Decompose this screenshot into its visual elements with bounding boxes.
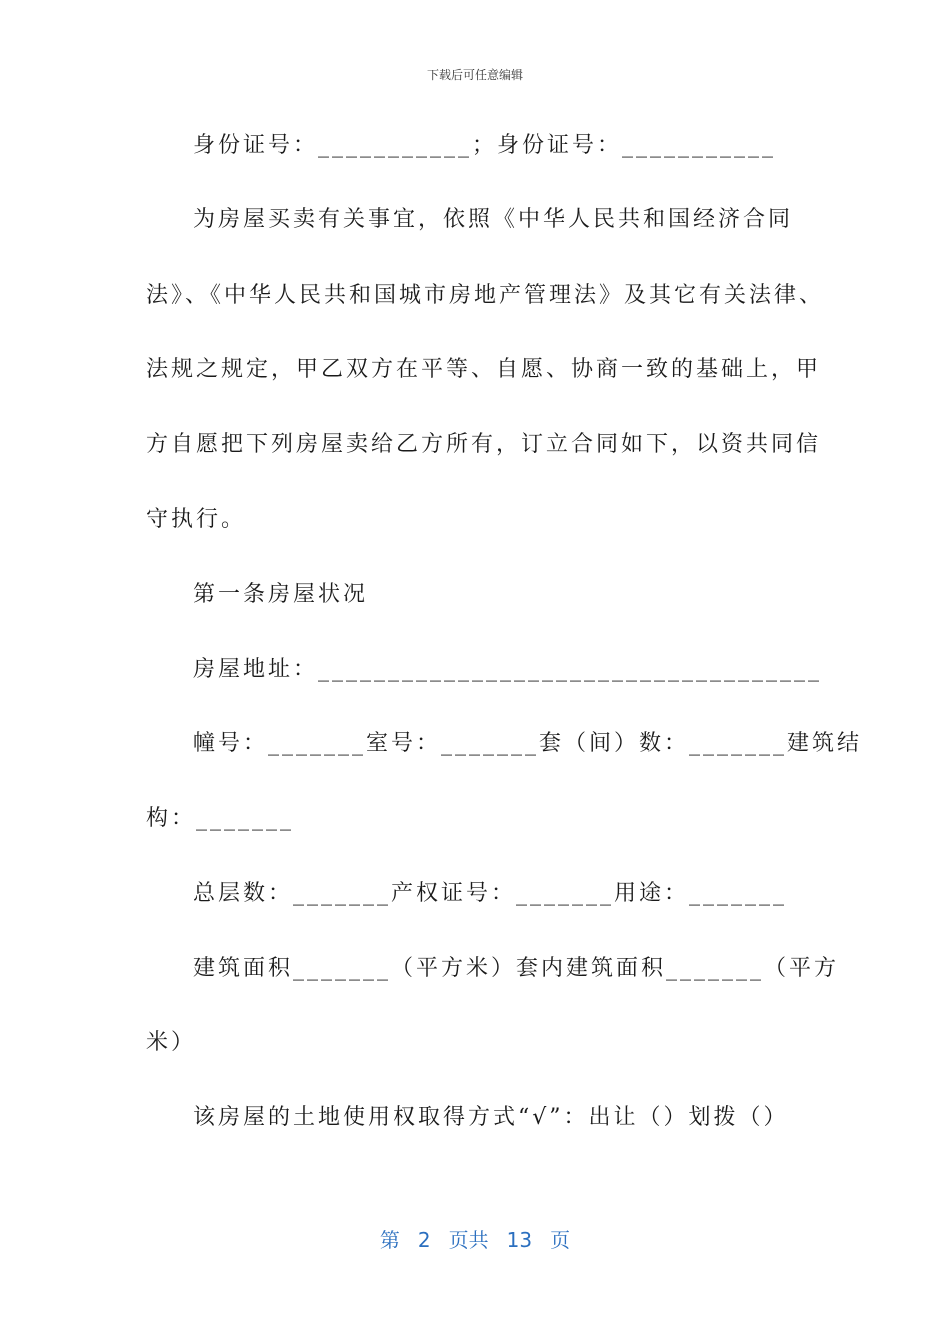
footer-page-number: 2 xyxy=(417,1228,431,1252)
area-unit-line: 米） xyxy=(146,1030,197,1055)
house-address-line: 房屋地址：____________________________________ xyxy=(193,657,823,682)
preamble-line-5: 守执行。 xyxy=(146,507,247,532)
preamble-line-2: 法》、《中华人民共和国城市房地产管理法》及其它有关法律、 xyxy=(146,283,825,308)
preamble-line-3: 法规之规定，甲乙双方在平等、自愿、协商一致的基础上，甲 xyxy=(146,357,822,382)
article-heading: 第一条房屋状况 xyxy=(193,582,369,607)
land-use-right-line: 该房屋的土地使用权取得方式“√”：出让（）划拨（） xyxy=(193,1105,789,1130)
building-room-line: 幢号：_______室号：_______套（间）数：_______建筑结 xyxy=(193,731,863,756)
structure-line: 构：_______ xyxy=(146,806,295,831)
preamble-line-1: 为房屋买卖有关事宜，依照《中华人民共和国经济合同 xyxy=(193,207,794,232)
preamble-line-4: 方自愿把下列房屋卖给乙方所有，订立合同如下，以资共同信 xyxy=(146,432,822,457)
id-number-line: 身份证号：___________；身份证号：___________ xyxy=(193,133,777,158)
footer-total-pages: 13 xyxy=(506,1228,533,1252)
footer-word-2: 页共 xyxy=(448,1228,489,1252)
page-header-note: 下载后可任意编辑 xyxy=(426,68,523,82)
floors-certificate-line: 总层数：_______产权证号：_______用途：_______ xyxy=(193,881,788,906)
footer-word-1: 第 xyxy=(379,1228,400,1252)
area-line: 建筑面积_______（平方米）套内建筑面积_______（平方 xyxy=(193,956,840,981)
page-footer xyxy=(0,1224,950,1253)
footer-word-3: 页 xyxy=(550,1228,571,1252)
